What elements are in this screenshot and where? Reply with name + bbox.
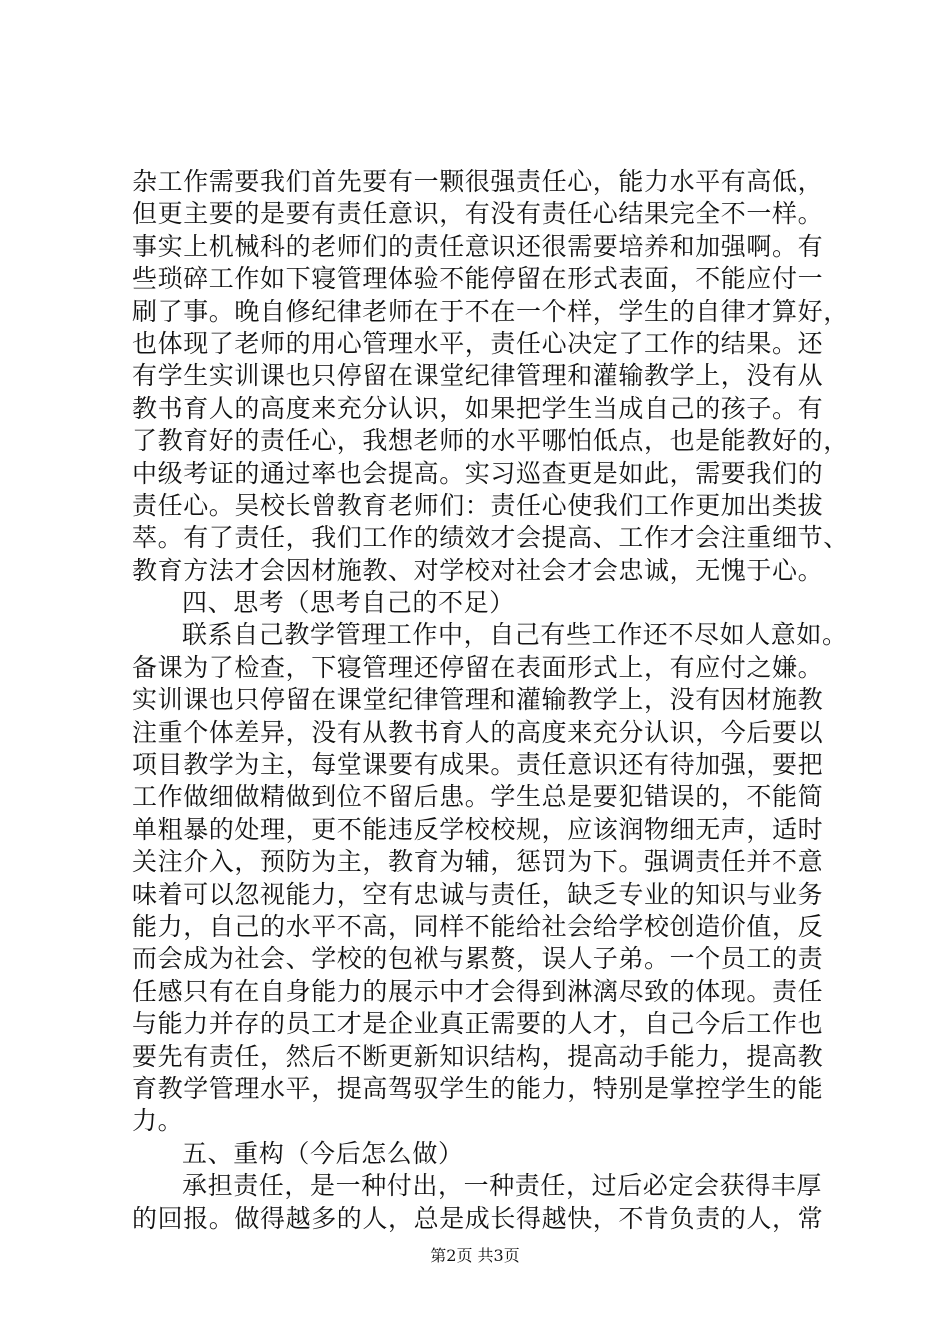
text-line: 而会成为社会、学校的包袱与累赘，误人子弟。一个员工的责 — [132, 944, 824, 974]
text-line: 项目教学为主，每堂课要有成果。责任意识还有待加强，要把 — [132, 750, 824, 780]
section-heading: 五、重构（今后怎么做） — [182, 1138, 464, 1168]
text-line: 教书育人的高度来充分认识，如果把学生当成自己的孩子。有 — [132, 393, 824, 423]
text-line: 能力，自己的水平不高，同样不能给社会给学校创造价值，反 — [132, 911, 824, 941]
text-line: 任感只有在自身能力的展示中才会得到淋漓尽致的体现。责任 — [132, 976, 824, 1006]
text-line: 承担责任，是一种付出，一种责任，过后必定会获得丰厚 — [182, 1171, 823, 1201]
text-line: 萃。有了责任，我们工作的绩效才会提高、工作才会注重细节、 — [132, 523, 849, 553]
text-line: 刷了事。晚自修纪律老师在于不在一个样，学生的自律才算好， — [132, 296, 849, 326]
page-number-footer: 第2页 共3页 — [430, 1246, 520, 1265]
text-line: 也体现了老师的用心管理水平，责任心决定了工作的结果。还 — [132, 328, 824, 358]
document-body — [132, 166, 849, 1235]
text-line: 的回报。做得越多的人，总是成长得越快，不肯负责的人，常 — [132, 1203, 824, 1233]
text-line: 有学生实训课也只停留在课堂纪律管理和灌输教学上，没有从 — [132, 361, 824, 391]
text-line: 但更主要的是要有责任意识，有没有责任心结果完全不一样。 — [132, 199, 824, 229]
text-line: 味着可以忽视能力，空有忠诚与责任，缺乏专业的知识与业务 — [132, 879, 824, 909]
text-line: 育教学管理水平，提高驾驭学生的能力，特别是掌控学生的能 — [132, 1073, 824, 1103]
text-line: 了教育好的责任心，我想老师的水平哪怕低点，也是能教好的， — [132, 426, 849, 456]
text-line: 些琐碎工作如下寝管理体验不能停留在形式表面，不能应付一 — [132, 264, 824, 294]
text-line: 联系自己教学管理工作中，自己有些工作还不尽如人意如。 — [182, 620, 848, 650]
text-line: 要先有责任，然后不断更新知识结构，提高动手能力，提高教 — [132, 1041, 824, 1071]
text-line: 注重个体差异，没有从教书育人的高度来充分认识，今后要以 — [132, 717, 824, 747]
text-line: 关注介入，预防为主，教育为辅，惩罚为下。强调责任并不意 — [132, 847, 824, 877]
text-line: 杂工作需要我们首先要有一颗很强责任心，能力水平有高低， — [132, 167, 824, 196]
text-line: 力。 — [132, 1106, 184, 1136]
text-line: 事实上机械科的老师们的责任意识还很需要培养和加强啊。有 — [132, 231, 824, 261]
text-line: 中级考证的通过率也会提高。实习巡查更是如此，需要我们的 — [132, 458, 824, 488]
text-line: 工作做细做精做到位不留后患。学生总是要犯错误的，不能简 — [132, 782, 824, 812]
text-line: 教育方法才会因材施教、对学校对社会才会忠诚，无愧于心。 — [132, 555, 824, 585]
text-line: 责任心。吴校长曾教育老师们：责任心使我们工作更加出类拔 — [132, 490, 824, 520]
text-line: 备课为了检查，下寝管理还停留在表面形式上，有应付之嫌。 — [132, 652, 824, 682]
text-line: 与能力并存的员工才是企业真正需要的人才，自己今后工作也 — [132, 1009, 824, 1039]
text-line: 实训课也只停留在课堂纪律管理和灌输教学上，没有因材施教 — [132, 685, 824, 715]
section-heading: 四、思考（思考自己的不足） — [182, 588, 515, 618]
text-line: 单粗暴的处理，更不能违反学校校规，应该润物细无声，适时 — [132, 814, 824, 844]
